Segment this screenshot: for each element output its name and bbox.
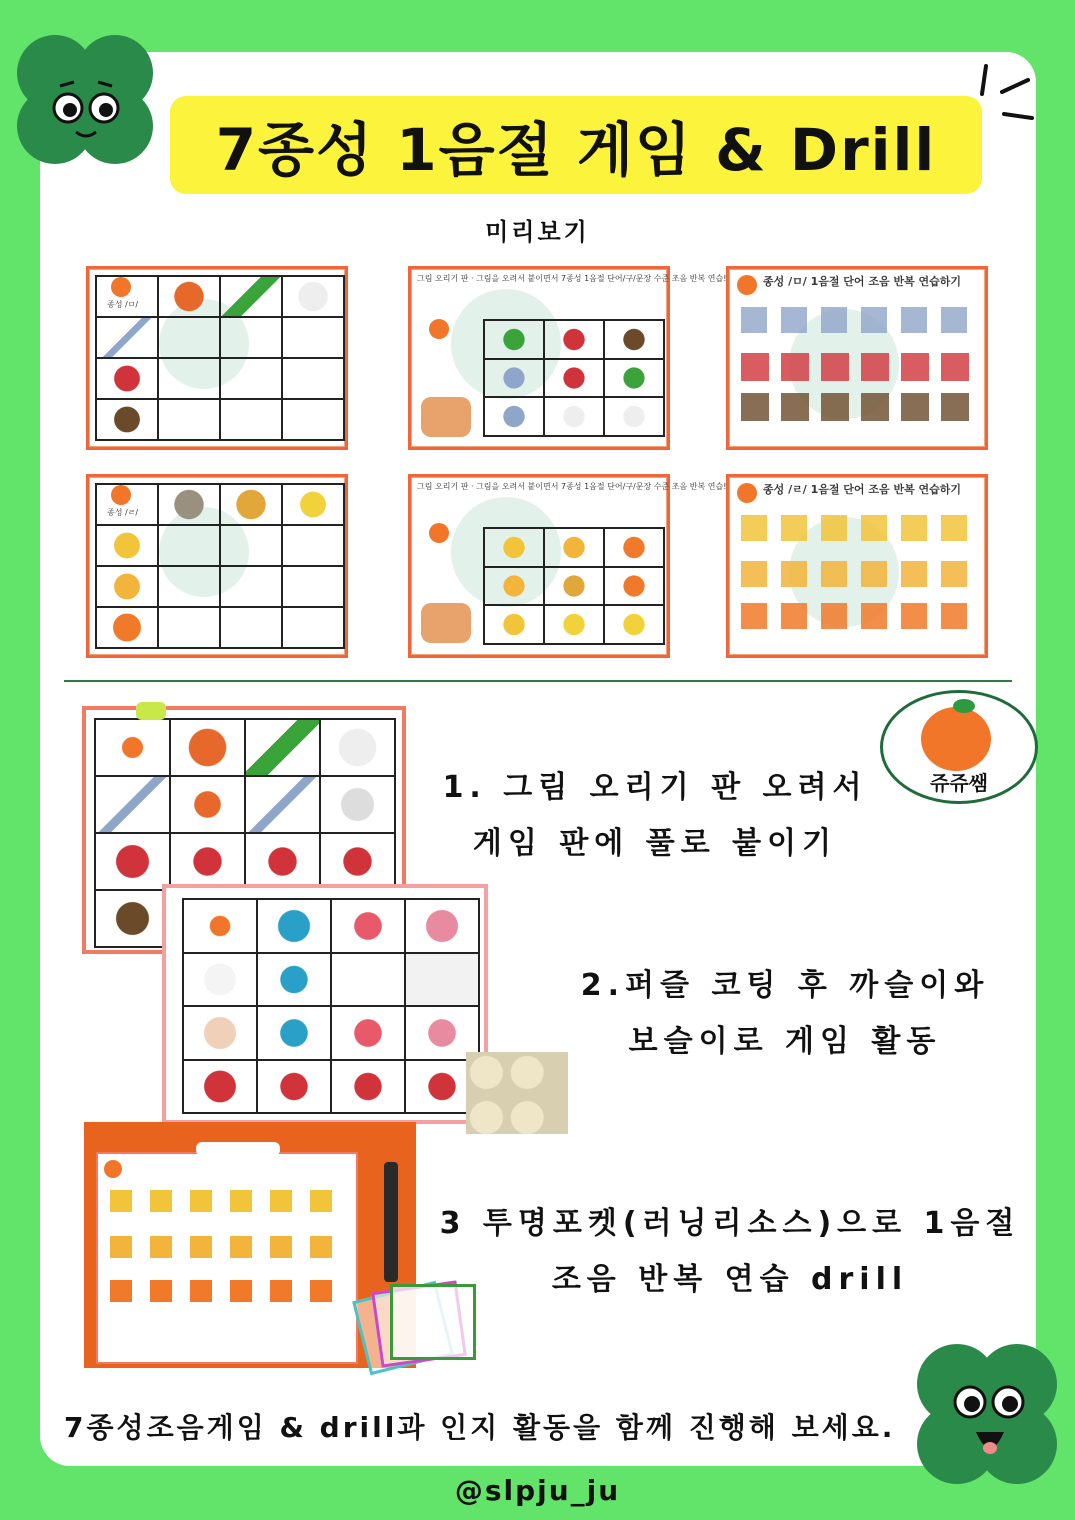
leaf-icon xyxy=(953,699,975,713)
preview-thumbnail-3 xyxy=(726,266,988,450)
thumbnail-header: 종성 /ㅁ/ 1음절 단어 조음 반복 연습하기 xyxy=(763,275,962,288)
thumbnail-header: 종성 /ㄹ/ xyxy=(107,508,139,517)
clover-mascot-top-left xyxy=(10,28,160,168)
step-2-line2: 보슬이로 게임 활동 xyxy=(628,1024,942,1059)
preview-thumbnail-5 xyxy=(408,474,727,658)
step-3-line1: 3 투명포켓(러닝리소스)으로 1음절 xyxy=(439,1206,1021,1241)
page-title: 7종성 1음절 게임 & Drill xyxy=(215,116,937,184)
step-3 xyxy=(424,1196,1036,1308)
sparkle-lines-icon xyxy=(980,62,1036,132)
step-2-line1: 2.퍼즐 코팅 후 까슬이와 xyxy=(580,968,990,1003)
thumbnail-header: 그림 오리기 판 · 그림을 오려서 붙이면서 7종성 1음절 단어/구/문장 수준 조음 반복 연습! xyxy=(417,482,727,491)
thumbnail-header: 종성 /ㅁ/ xyxy=(107,300,139,309)
tangerine-mascot-icon xyxy=(921,707,991,771)
preview-thumbnail-2 xyxy=(408,266,727,450)
photo-game-board-2 xyxy=(162,884,488,1124)
clip-icon xyxy=(136,702,166,720)
step-1-line1: 1. 그림 오리기 판 오려서 xyxy=(442,770,868,805)
step-3-line2: 조음 반복 연습 drill xyxy=(551,1262,909,1297)
section-divider xyxy=(64,680,1012,682)
teacher-badge xyxy=(880,690,1038,804)
preview-thumbnail-4 xyxy=(86,474,348,658)
clover-mascot-bottom-right xyxy=(912,1336,1062,1496)
thumbnail-header: 종성 /ㄹ/ 1음절 단어 조음 반복 연습하기 xyxy=(763,483,962,496)
step-1 xyxy=(420,760,890,872)
preview-label: 미리보기 xyxy=(485,218,590,246)
thumbnail-header: 그림 오리기 판 · 그림을 오려서 붙이면서 7종성 1음절 단어/구/문장 수준 조음 반복 연습! xyxy=(417,274,727,283)
preview-thumbnail-1 xyxy=(86,266,348,450)
footer-text: 7종성조음게임 & drill과 인지 활동을 함께 진행해 보세요. xyxy=(64,1411,896,1444)
step-2 xyxy=(540,958,1030,1070)
badge-label: 쥬쥬쌤 xyxy=(930,771,988,795)
title-banner xyxy=(170,96,982,194)
step-1-line2: 게임 판에 풀로 붙이기 xyxy=(472,826,838,861)
preview-thumbnail-6 xyxy=(726,474,988,658)
social-handle: @slpju_ju xyxy=(454,1474,621,1507)
